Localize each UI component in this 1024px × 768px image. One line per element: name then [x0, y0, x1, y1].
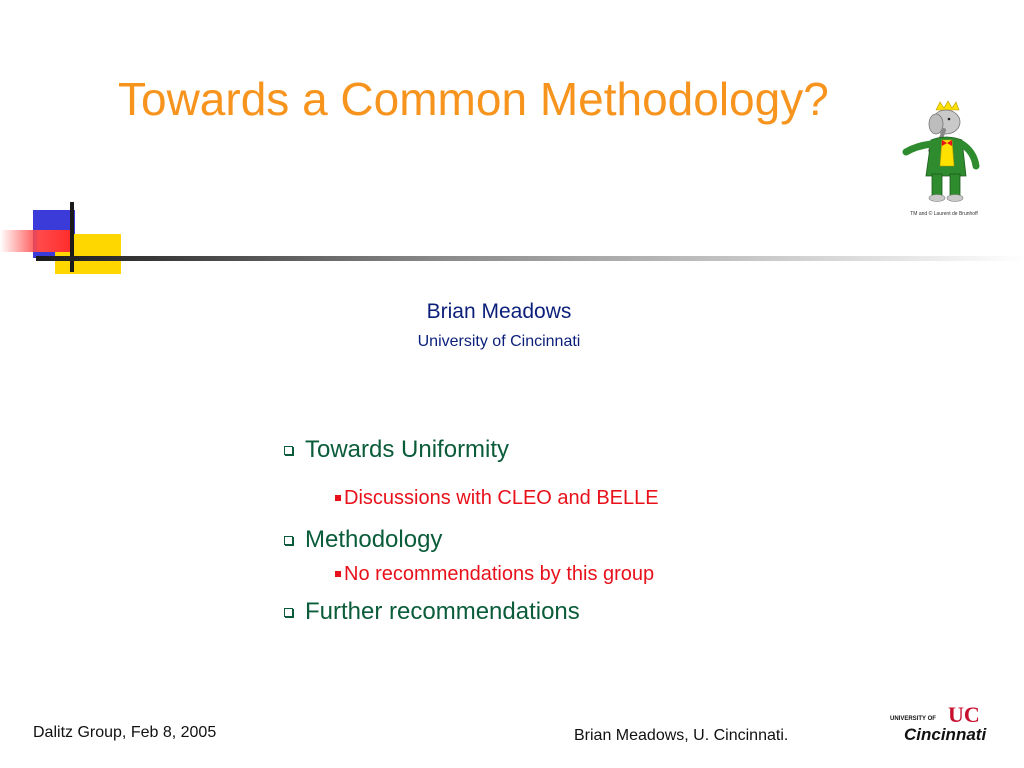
sub-bullet-item [284, 560, 659, 588]
footer-author: Brian Meadows, U. Cincinnati. [574, 727, 789, 744]
slide-title: Towards a Common Methodology? [118, 73, 829, 125]
sub-bullet-text: No recommendations by this group [344, 563, 655, 585]
elephant-king-illustration [896, 100, 992, 220]
filled-square-bullet-icon [335, 571, 341, 577]
filled-square-bullet-icon [335, 495, 341, 501]
logo-university-of-text: UNIVERSITY OF [890, 716, 936, 722]
bullet-item [284, 596, 659, 628]
logo-uc-mark: UC [948, 702, 980, 727]
decor-horizontal-rule [36, 256, 1024, 261]
bullet-text: Further recommendations [305, 598, 580, 625]
mascot-copyright-caption: TM and © Laurent de Brunhoff [910, 211, 978, 217]
logo-cincinnati-wordmark: Cincinnati [904, 725, 987, 744]
footer-date: Dalitz Group, Feb 8, 2005 [33, 724, 217, 741]
bullet-item [284, 524, 659, 556]
author-institution: University of Cincinnati [417, 333, 581, 350]
hollow-square-bullet-icon [284, 446, 293, 455]
university-of-cincinnati-logo [888, 700, 998, 746]
sub-bullet-text: Discussions with CLEO and BELLE [344, 487, 659, 509]
decor-vertical-line [70, 202, 74, 272]
hollow-square-bullet-icon [284, 536, 293, 545]
hollow-square-bullet-icon [284, 608, 293, 617]
bullet-text: Towards Uniformity [305, 436, 510, 463]
decor-red-bar [0, 230, 72, 252]
bullet-item [284, 434, 659, 466]
bullet-list [284, 434, 659, 628]
author-name: Brian Meadows [426, 300, 572, 323]
bullet-text: Methodology [305, 526, 443, 553]
sub-bullet-item [284, 484, 659, 512]
